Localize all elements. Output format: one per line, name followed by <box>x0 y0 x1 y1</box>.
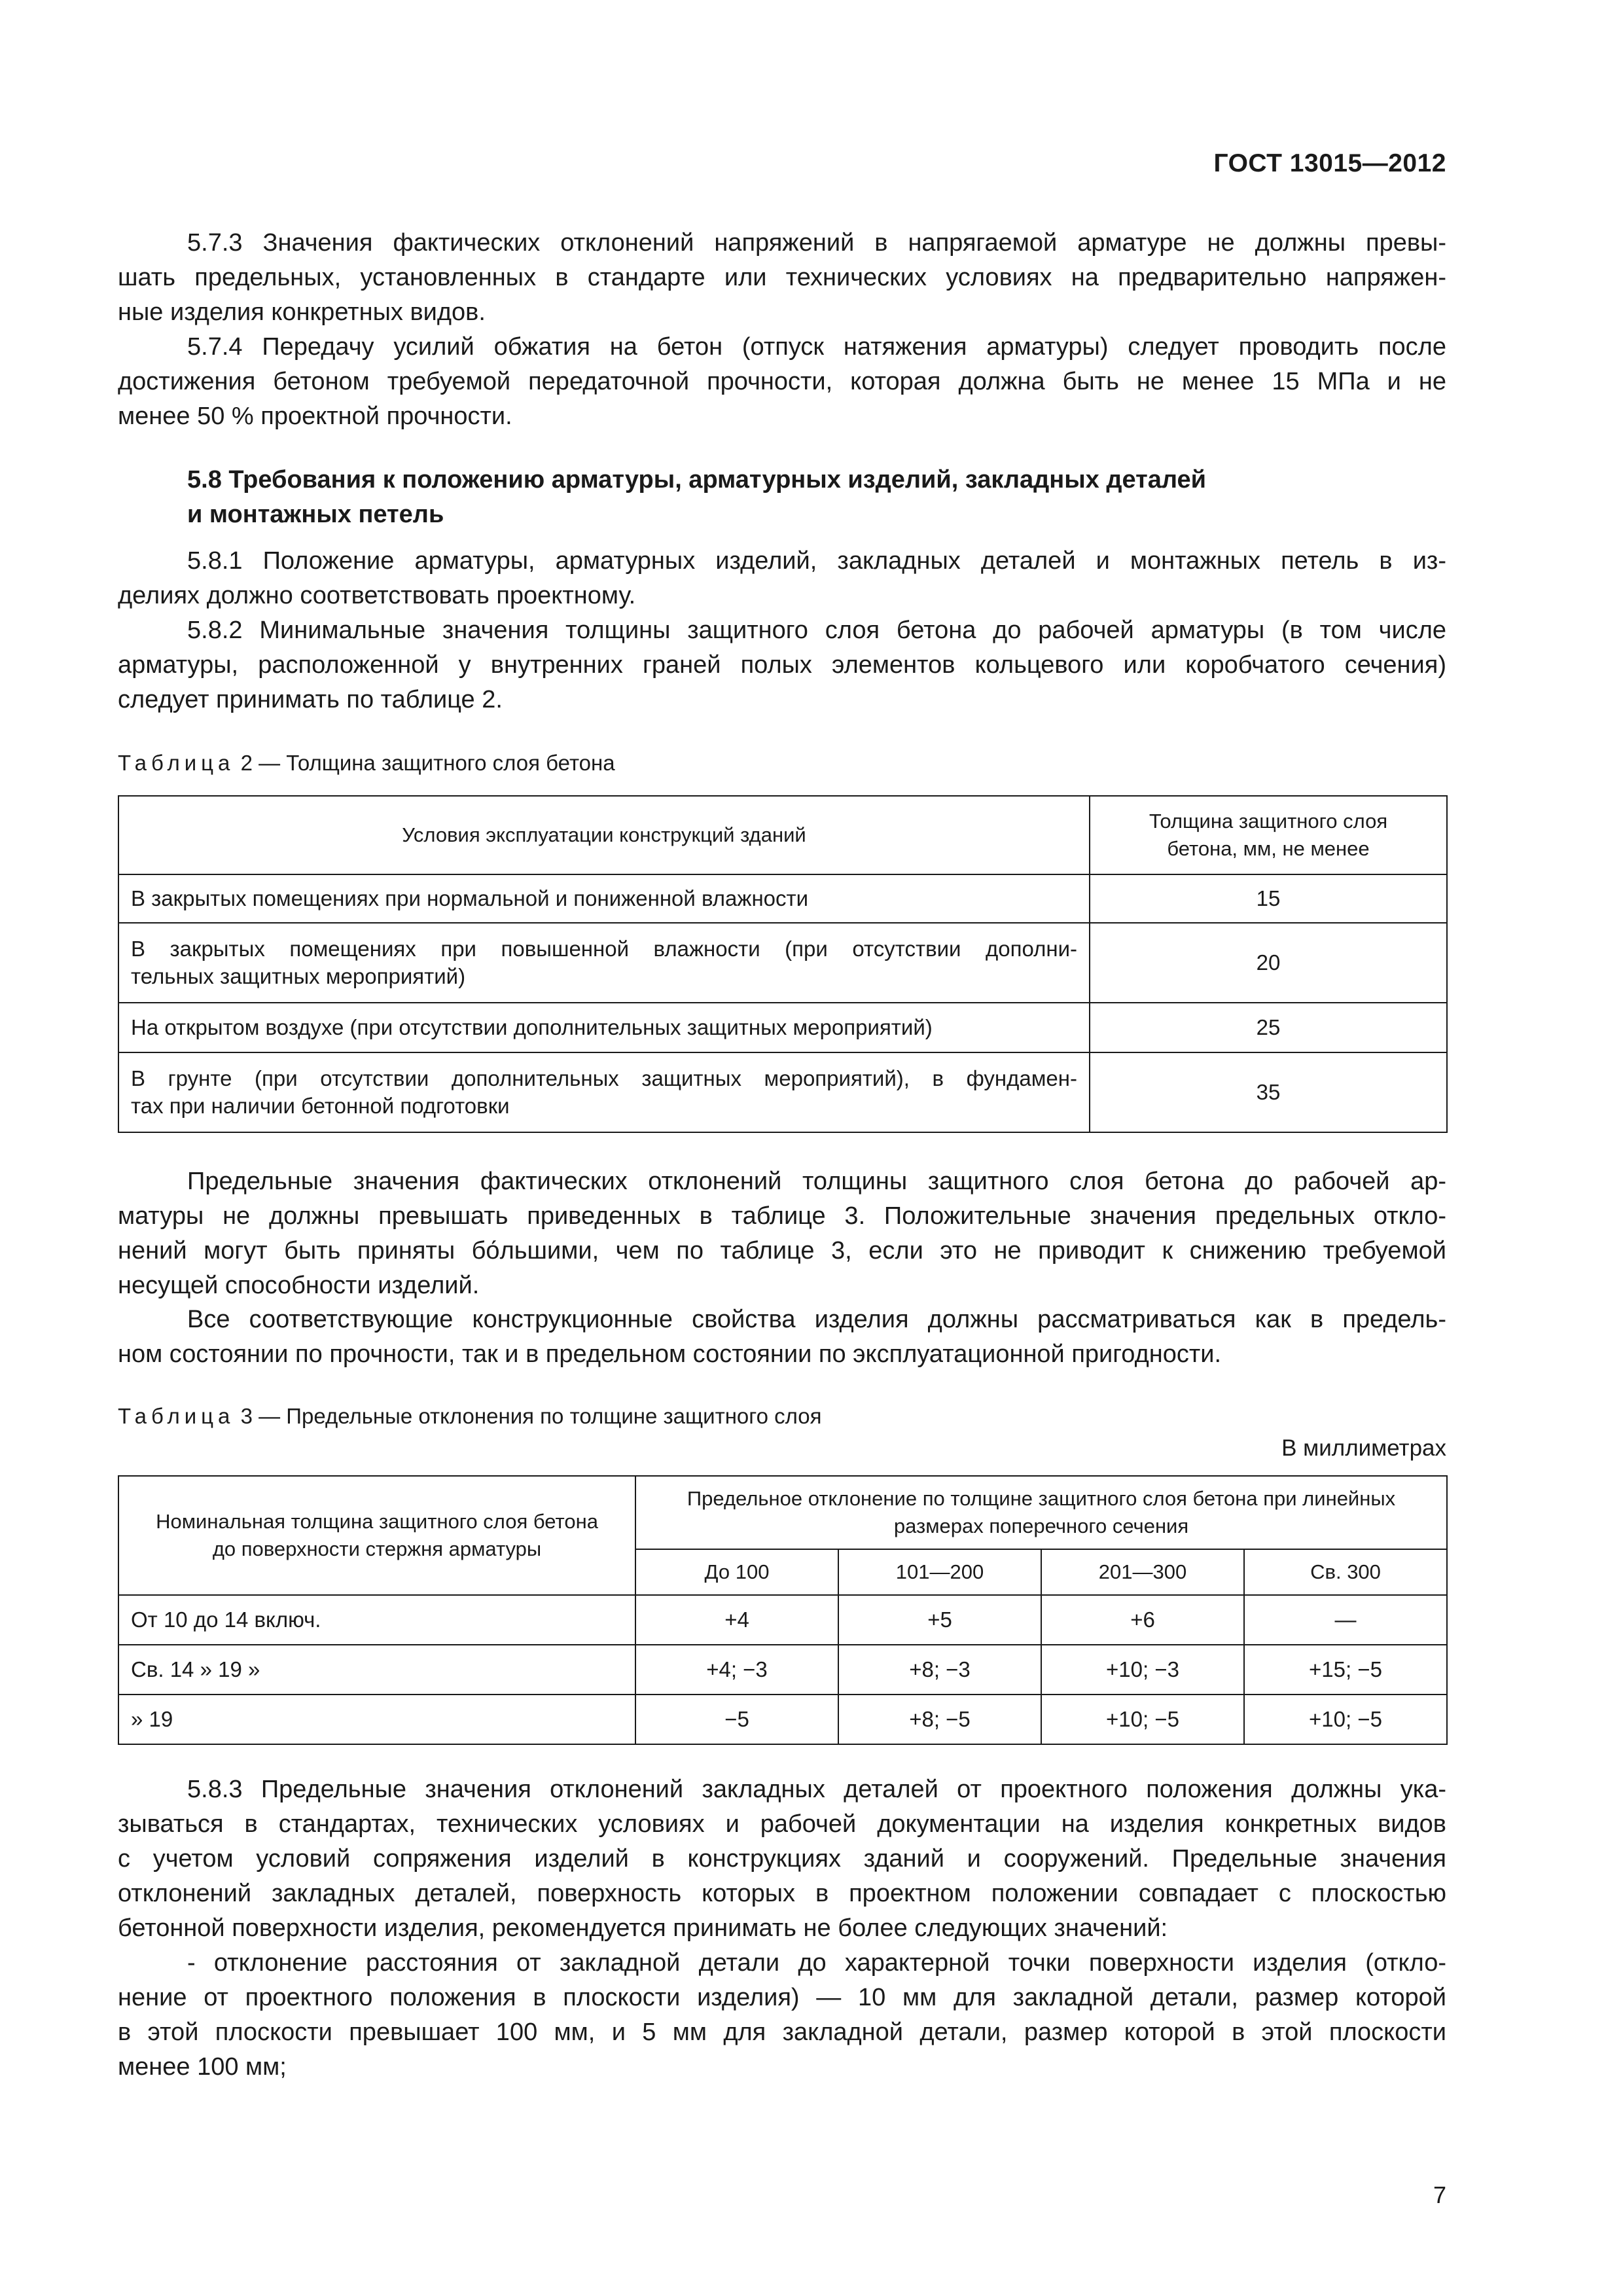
row-value: 15 <box>1090 874 1447 923</box>
column-header-conditions: Условия эксплуатации конструкций зданий <box>118 796 1090 874</box>
row-cell: +10; −5 <box>1244 1695 1447 1744</box>
row-condition: В грунте (при отсутствии дополнительных защитных мероприятий), в фундамен- тах при наличии бетонной подготовки <box>118 1052 1090 1132</box>
table-row <box>118 1595 1447 1645</box>
paragraph-5-8-2: 5.8.2 Минимальные значения толщины защитного слоя бетона до рабочей арматуры (в том числе арматуры, расположенной у внутренних граней полых элементов кольцевого или коробчатого сечения) следует принимать по таблице 2. <box>118 617 1446 713</box>
paragraph-properties: Все соответствующие конструкционные свойства изделия должны рассматриваться как в предель- ном состоянии по прочности, так и в предельном состоянии по эксплуатационной пригодности. <box>118 1306 1446 1368</box>
paragraph-5-8-3: 5.8.3 Предельные значения отклонений закладных деталей от проектного положения должны ука- зываться в стандартах, технических условиях и рабочей документации на изделия конкретных видов с учетом условий сопряжения изделий в конструкциях зданий и сооружений. Предельные значения отклонений закладных деталей, поверхность которых в проектном положении совпадает с плоскостью бетонной поверхности изделия, рекомендуется принимать не более следующих значений: <box>118 1776 1446 1942</box>
table-2 <box>118 795 1448 1133</box>
row-cell: +15; −5 <box>1244 1645 1447 1695</box>
row-cell: +5 <box>838 1595 1041 1645</box>
row-condition: На открытом воздухе (при отсутствии дополнительных защитных мероприятий) <box>118 1003 1090 1052</box>
row-cell: +6 <box>1041 1595 1244 1645</box>
paragraph-limits: Предельные значения фактических отклонений толщины защитного слоя бетона до рабочей ар- матуры не должны превышать приведенных в таблице 3. Положительные значения предельных откло- нений могут быть приняты бо́льшими, чем по таблице 3, если это не приводит к снижению требуемой несущей способности изделий. <box>118 1168 1446 1299</box>
paragraph-5-7-3: 5.7.3 Значения фактических отклонений напряжений в напрягаемой арматуре не должны превы- шать предельных, установленных в стандарте или технических условиях на предварительно напряжен- ные изделия конкретных видов. <box>118 229 1446 326</box>
page-number: 7 <box>1433 2181 1446 2208</box>
row-cell: +8; −3 <box>838 1645 1041 1695</box>
row-cell: +10; −3 <box>1041 1645 1244 1695</box>
row-cell: +4 <box>635 1595 838 1645</box>
row-label: » 19 <box>118 1695 635 1744</box>
document-header: ГОСТ 13015—2012 <box>1213 149 1446 177</box>
row-value: 35 <box>1090 1052 1447 1132</box>
row-label: От 10 до 14 включ. <box>118 1595 635 1645</box>
subheader-cell: Св. 300 <box>1244 1549 1447 1595</box>
row-cell: — <box>1244 1595 1447 1645</box>
table-3-units: В миллиметрах <box>1281 1435 1446 1461</box>
table-row <box>118 874 1447 923</box>
table-2-caption: Таблица 2 — Толщина защитного слоя бетона <box>118 751 615 775</box>
table-header-row <box>118 796 1447 874</box>
column-header-thickness: Толщина защитного слоя бетона, мм, не менее <box>1090 796 1447 874</box>
subheader-cell: 101—200 <box>838 1549 1041 1595</box>
row-condition: В закрытых помещениях при нормальной и пониженной влажности <box>118 874 1090 923</box>
row-value: 20 <box>1090 923 1447 1003</box>
subheader-cell: До 100 <box>635 1549 838 1595</box>
list-item-deviation: - отклонение расстояния от закладной детали до характерной точки поверхности изделия (откло- нение от проектного положения в плоскости изделия) — 10 мм для закладной детали, размер которой в этой плоскости превышает 100 мм, и 5 мм для закладной детали, размер которой в этой плоскости менее 100 мм; <box>118 1949 1446 2081</box>
row-condition: В закрытых помещениях при повышенной влажности (при отсутствии дополни- тельных защитных мероприятий) <box>118 923 1090 1003</box>
table-row <box>118 1645 1447 1695</box>
column-header-nominal: Номинальная толщина защитного слоя бетона до поверхности стержня арматуры <box>118 1476 635 1595</box>
paragraph-5-7-4: 5.7.4 Передачу усилий обжатия на бетон (отпуск натяжения арматуры) следует проводить после достижения бетоном требуемой передаточной прочности, которая должна быть не менее 15 МПа и не менее 50 % проектной прочности. <box>118 333 1446 430</box>
table-row <box>118 1695 1447 1744</box>
column-group-header: Предельное отклонение по толщине защитного слоя бетона при линейных размерах поперечного сечения <box>635 1476 1447 1549</box>
table-3-caption: Таблица 3 — Предельные отклонения по толщине защитного слоя <box>118 1404 822 1428</box>
row-label: Св. 14 » 19 » <box>118 1645 635 1695</box>
table-row <box>118 923 1447 1003</box>
row-cell: +4; −3 <box>635 1645 838 1695</box>
paragraph-5-8-1: 5.8.1 Положение арматуры, арматурных изделий, закладных деталей и монтажных петель в из- делиях должно соответствовать проектному. <box>118 547 1446 609</box>
row-cell: +8; −5 <box>838 1695 1041 1744</box>
table-3 <box>118 1475 1448 1745</box>
table-header-row <box>118 1476 1447 1549</box>
row-cell: −5 <box>635 1695 838 1744</box>
subheader-cell: 201—300 <box>1041 1549 1244 1595</box>
table-row <box>118 1052 1447 1132</box>
row-value: 25 <box>1090 1003 1447 1052</box>
table-row <box>118 1003 1447 1052</box>
section-heading-5-8: 5.8 Требования к положению арматуры, арматурных изделий, закладных деталей и монтажных петель <box>187 466 1206 528</box>
row-cell: +10; −5 <box>1041 1695 1244 1744</box>
